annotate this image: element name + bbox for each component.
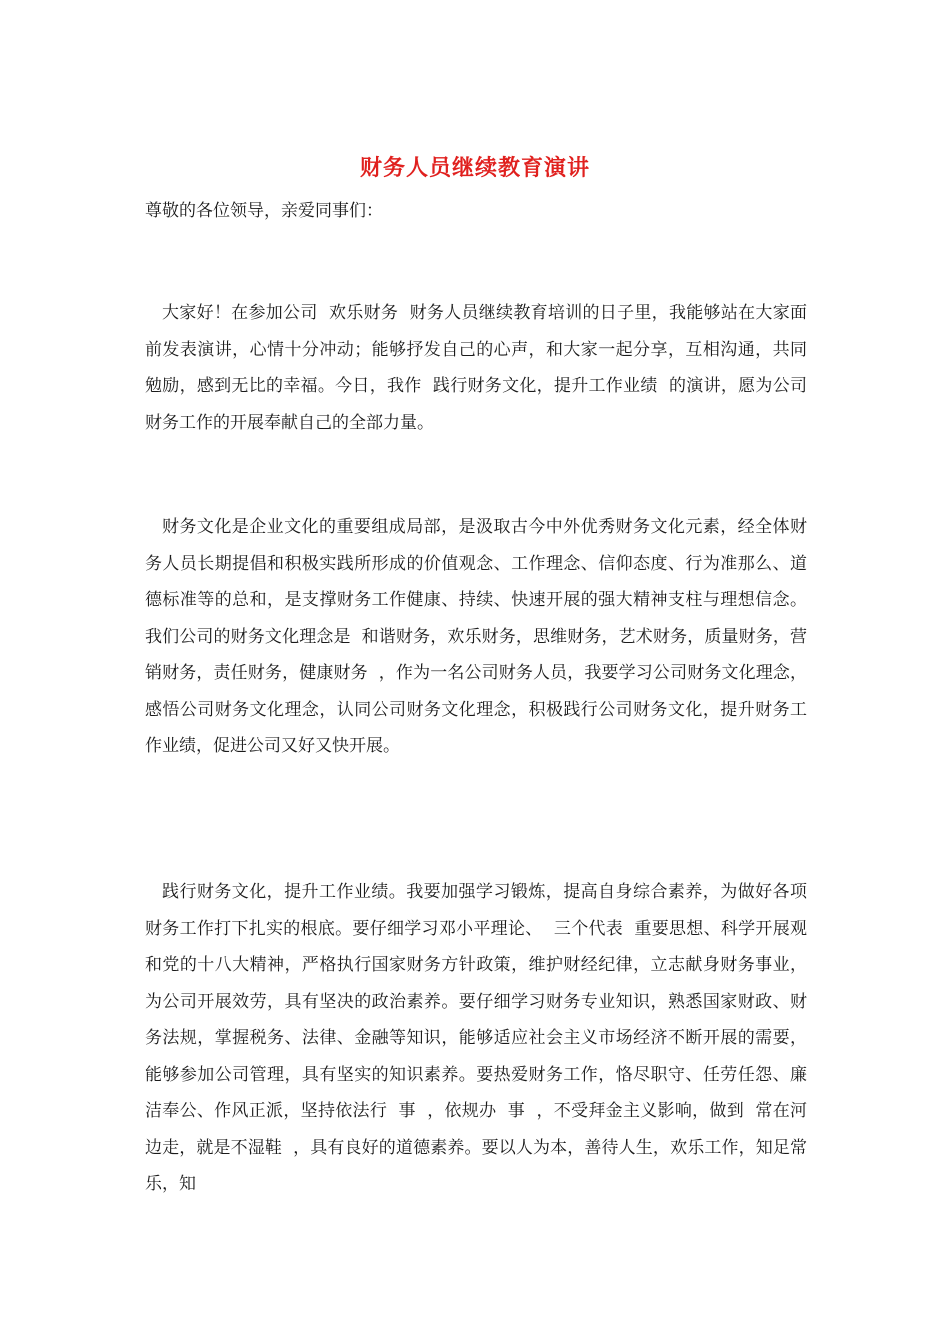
paragraph-2: 财务文化是企业文化的重要组成局部，是汲取古今中外优秀财务文化元素，经全体财务人员长期提倡和积极实践所形成的价值观念、工作理念、信仰态度、行为准那么、道德标准等的总和，是支撑财务工作健康、持续、快速开展的强大精神支柱与理想信念。我们公司的财务文化理念是 和谐财务，欢乐财务，思维财务，艺术财务，质量财务，营销财务，责任财务，健康财务 ，作为一名公司财务人员，我要学习公司财务文化理念，感悟公司财务文化理念，认同公司财务文化理念，积极践行公司财务文化，提升财务工作业绩，促进公司又好又快开展。 (145, 517, 807, 756)
document-title: 财务人员继续教育演讲 (359, 155, 590, 181)
paragraph-3: 践行财务文化，提升工作业绩。我要加强学习锻炼，提高自身综合素养，为做好各项财务工作打下扎实的根底。要仔细学习邓小平理论、 三个代表 重要思想、科学开展观和党的十八大精神，严格执行国家财务方针政策，维护财经纪律，立志献身财务事业，为公司开展效劳，具有坚决的政治素养。要仔细学习财务专业知识，熟悉国家财政、财务法规，掌握税务、法律、金融等知识，能够适应社会主义市场经济不断开展的需要，能够参加公司管理，具有坚实的知识素养。要热爱财务工作，恪尽职守、任劳任怨、廉洁奉公、作风正派，坚持依法行 事 ，依规办 事 ，不受拜金主义影响，做到 常在河边走，就是不湿鞋 ，具有良好的道德素养。要以人为本，善待人生，欢乐工作，知足常乐，知 (145, 882, 807, 1194)
paragraph-1: 大家好！在参加公司 欢乐财务 财务人员继续教育培训的日子里，我能够站在大家面前发表演讲，心情十分冲动；能够抒发自己的心声，和大家一起分享，互相沟通，共同勉励，感到无比的幸福。今日，我作 践行财务文化，提升工作业绩 的演讲，愿为公司财务工作的开展奉献自己的全部力量。 (145, 303, 807, 433)
salutation: 尊敬的各位领导，亲爱同事们： (145, 201, 383, 221)
